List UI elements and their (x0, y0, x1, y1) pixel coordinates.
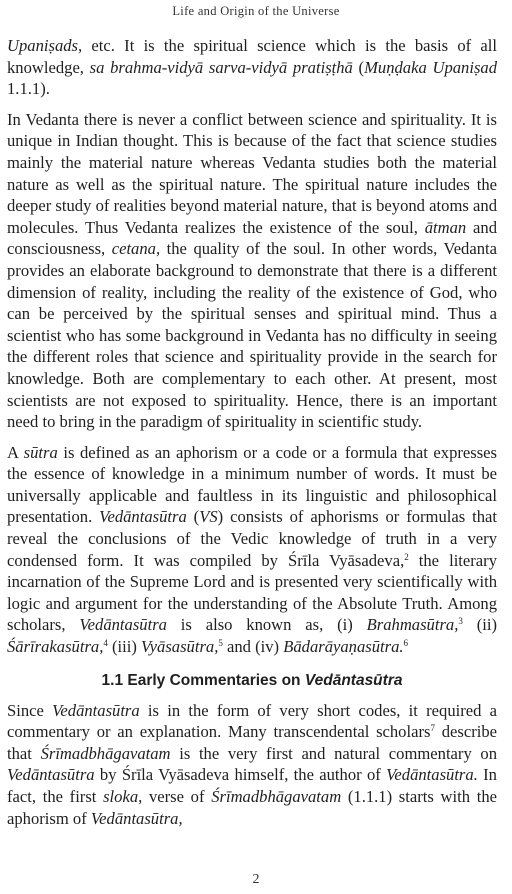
italic-term: sa brahma-vidyā sarva-vidyā pratiṣṭhā (89, 57, 353, 77)
text-run: is the very first and natural commentary on (170, 743, 498, 763)
italic-term: Upaniṣads, (7, 36, 83, 55)
footnote-marker: 2 (404, 551, 409, 562)
text-run: 1.1.1). (7, 79, 50, 99)
italic-term: Vedāntasūtra (52, 700, 140, 720)
text-run: Since (7, 700, 53, 720)
footnote-marker: 5 (218, 638, 223, 649)
italic-term: Śrīmadbhāgavatam (211, 787, 342, 806)
italic-term: Vedāntasūtra. (386, 765, 478, 785)
page-body (7, 35, 497, 838)
italic-term: Bādarāyaṇasūtra. (283, 637, 404, 657)
section-heading (7, 670, 497, 691)
text-run: is also known as, (i) (166, 615, 367, 635)
italic-term: VS (199, 507, 218, 527)
text-run: and consciousness, (7, 217, 497, 259)
paragraph (7, 109, 497, 433)
text-run: is in the form of very short codes, it required a commentary or an explanation. Many transcendental scholars (7, 700, 498, 742)
italic-term: ātman (424, 217, 467, 237)
paragraph (7, 442, 497, 658)
text-run: In fact, the first (7, 765, 497, 806)
italic-term: Vedāntasūtra (79, 615, 167, 635)
footnote-marker: 3 (458, 616, 463, 627)
footnote-marker: 4 (103, 638, 108, 649)
text-run: the quality of the soul. In other words, Vedanta provides an elaborate background to demonstrate that there is a different dimension of reality, including the reality of the existence of God, who can be perceived by the spiritual senses and spiritual mind. Thus a scientist who has some background in Vedanta has no difficulty in seeing the different roles that science and spirituality provide in the search for knowledge. Both are complementary to each other. At present, most scientists are not exposed to spirituality. Hence, there is an important need to bring in the paradigm of spirituality in scientific study. (7, 239, 497, 432)
page-number: 2 (252, 872, 260, 887)
text-run: (iii) (107, 637, 142, 657)
paragraph (7, 700, 497, 830)
text-run: is defined as an aphorism or a code or a formula that expresses the essence of knowledge in a minimum number of words. It must be universally applicable and faultless in its linguistic and philosophical presentation. (7, 442, 498, 527)
italic-term: sloka, (103, 787, 143, 806)
footnote-marker: 6 (403, 638, 409, 649)
italic-term: cetana, (111, 239, 161, 259)
section-heading-prefix: 1.1 Early Commentaries on (101, 671, 305, 689)
italic-term: sūtra (23, 442, 58, 462)
text-run: the literary incarnation of the Supreme Lord and is presented very scientifically with logic and argument for the understanding of the Absolute Truth. Among scholars, (7, 550, 497, 635)
italic-term: Śrīmadbhāgavatam (40, 743, 171, 763)
text-run: and (iv) (222, 637, 284, 657)
text-run: A (7, 442, 24, 462)
text-run: by Śrīla Vyāsadeva himself, the author of (94, 765, 387, 785)
text-run: In Vedanta there is never a conflict between science and spirituality. It is unique in Indian thought. This is because of the fact that science studies mainly the material nature whereas Vedanta studies both the material nature as well as the spiritual nature. The spiritual nature includes the deeper study of realities beyond material nature, that is beyond atoms and molecules. Thus Vedanta realizes the existence of the soul, (7, 109, 497, 237)
italic-term: Vedāntasūtra (99, 507, 187, 527)
section-heading-title: Vedāntasūtra (304, 671, 403, 689)
text-run: etc. It is the spiritual science which is the basis of all knowledge, (7, 36, 497, 77)
italic-term: Brahmasūtra, (366, 615, 459, 635)
text-run: ) consists of aphorisms or formulas that reveal the conclusions of the Vedic knowledge of truth in a very condensed form. It was compiled by Śrīla Vyāsadeva, (7, 507, 497, 570)
italic-term: Vedāntasūtra, (90, 808, 183, 828)
text-run: describe that (7, 722, 497, 763)
footnote-marker: 7 (430, 723, 435, 734)
running-head: Life and Origin of the Universe (172, 4, 340, 18)
text-run: (ii) (462, 615, 497, 635)
paragraph (7, 35, 497, 100)
text-run: ( (186, 507, 200, 527)
italic-term: Muṇḍaka Upaniṣad (364, 57, 497, 77)
text-run: verse of (142, 787, 212, 806)
italic-term: Vyāsasūtra, (141, 637, 219, 657)
text-run: (1.1.1) starts with the aphorism of (7, 787, 497, 828)
text-run: ( (352, 57, 365, 77)
italic-term: Śārīrakasūtra, (7, 637, 104, 657)
italic-term: Vedāntasūtra (7, 765, 95, 785)
